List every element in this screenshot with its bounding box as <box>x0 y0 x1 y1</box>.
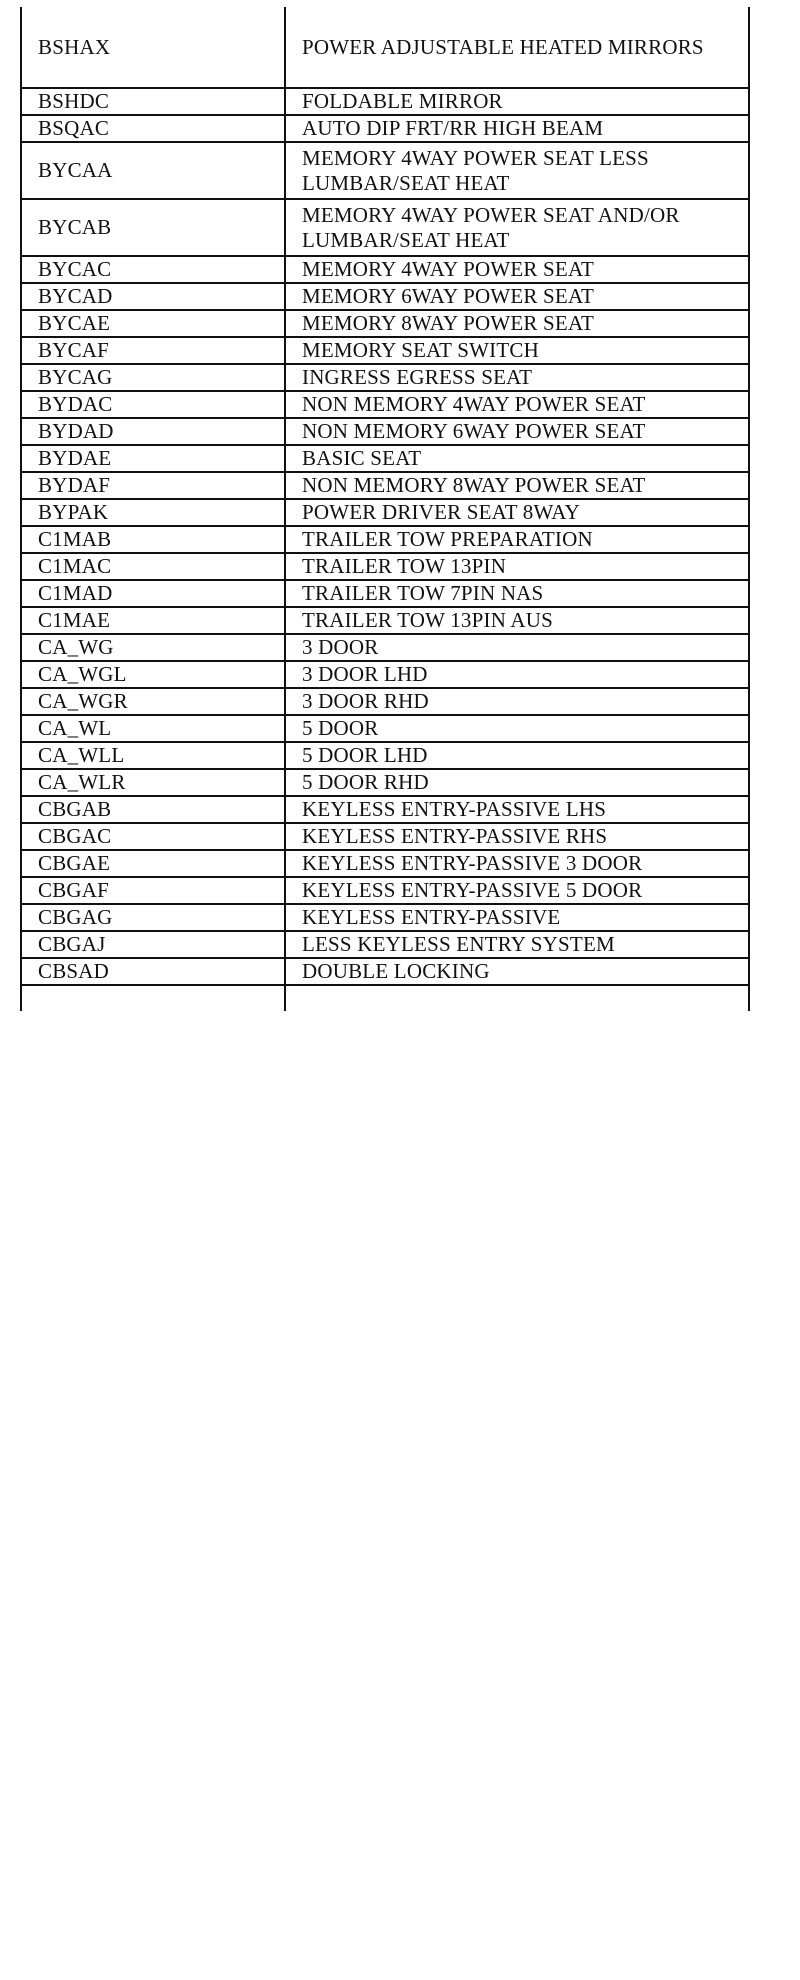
option-code-cell: CA_WGL <box>21 661 285 688</box>
table-row <box>21 391 749 418</box>
option-description-cell: 5 DOOR LHD <box>285 742 749 769</box>
option-code-cell: C1MAB <box>21 526 285 553</box>
option-code-cell: BYPAK <box>21 499 285 526</box>
table-row <box>21 256 749 283</box>
option-code-cell: CBGAE <box>21 850 285 877</box>
option-code-cell: CA_WLL <box>21 742 285 769</box>
table-row <box>21 337 749 364</box>
table-row <box>21 796 749 823</box>
table-row <box>21 115 749 142</box>
option-code-cell: BYCAC <box>21 256 285 283</box>
option-description-cell: 3 DOOR LHD <box>285 661 749 688</box>
table-row <box>21 769 749 796</box>
option-code-cell: BYCAF <box>21 337 285 364</box>
table-row <box>21 607 749 634</box>
table-row <box>21 688 749 715</box>
option-code-cell: BYCAG <box>21 364 285 391</box>
option-code-cell: C1MAE <box>21 607 285 634</box>
table-row <box>21 526 749 553</box>
table-row <box>21 142 749 199</box>
option-code-cell: CBSAD <box>21 958 285 985</box>
table-row <box>21 283 749 310</box>
table-row <box>21 931 749 958</box>
option-description-cell: TRAILER TOW PREPARATION <box>285 526 749 553</box>
option-description-cell: 5 DOOR <box>285 715 749 742</box>
table-row <box>21 199 749 256</box>
option-description-cell: 5 DOOR RHD <box>285 769 749 796</box>
option-description-cell: NON MEMORY 6WAY POWER SEAT <box>285 418 749 445</box>
option-code-cell: BYCAD <box>21 283 285 310</box>
option-code-cell: BSHAX <box>21 7 285 88</box>
option-description-cell <box>285 985 749 1011</box>
option-description-cell: POWER ADJUSTABLE HEATED MIRRORS <box>285 7 749 88</box>
option-description-cell: LESS KEYLESS ENTRY SYSTEM <box>285 931 749 958</box>
option-code-cell: BYDAE <box>21 445 285 472</box>
option-description-cell: NON MEMORY 8WAY POWER SEAT <box>285 472 749 499</box>
option-code-cell: CBGAJ <box>21 931 285 958</box>
option-code-table <box>20 7 750 1011</box>
option-description-cell: MEMORY SEAT SWITCH <box>285 337 749 364</box>
option-description-cell: FOLDABLE MIRROR <box>285 88 749 115</box>
table-row <box>21 364 749 391</box>
option-description-cell: KEYLESS ENTRY-PASSIVE 5 DOOR <box>285 877 749 904</box>
option-code-cell: BYDAC <box>21 391 285 418</box>
table-row <box>21 553 749 580</box>
table-row <box>21 580 749 607</box>
table-row <box>21 445 749 472</box>
option-code-cell: C1MAD <box>21 580 285 607</box>
table-row <box>21 7 749 88</box>
option-description-cell: KEYLESS ENTRY-PASSIVE LHS <box>285 796 749 823</box>
option-description-cell: MEMORY 4WAY POWER SEAT <box>285 256 749 283</box>
option-code-cell: BSHDC <box>21 88 285 115</box>
option-description-cell: DOUBLE LOCKING <box>285 958 749 985</box>
option-description-cell: KEYLESS ENTRY-PASSIVE 3 DOOR <box>285 850 749 877</box>
table-row <box>21 310 749 337</box>
option-code-cell: BYCAA <box>21 142 285 199</box>
option-code-cell: CBGAF <box>21 877 285 904</box>
option-code-cell: CBGAC <box>21 823 285 850</box>
option-code-cell: CA_WLR <box>21 769 285 796</box>
option-description-cell: TRAILER TOW 7PIN NAS <box>285 580 749 607</box>
table-row <box>21 985 749 1011</box>
option-code-cell: BYDAF <box>21 472 285 499</box>
table-row <box>21 634 749 661</box>
option-code-cell: CBGAB <box>21 796 285 823</box>
table-row <box>21 742 749 769</box>
option-description-cell: POWER DRIVER SEAT 8WAY <box>285 499 749 526</box>
table-row <box>21 850 749 877</box>
table-row <box>21 958 749 985</box>
table-row <box>21 472 749 499</box>
option-code-cell: BYDAD <box>21 418 285 445</box>
option-description-cell: MEMORY 6WAY POWER SEAT <box>285 283 749 310</box>
option-description-cell: KEYLESS ENTRY-PASSIVE <box>285 904 749 931</box>
option-code-cell: CBGAG <box>21 904 285 931</box>
option-code-cell <box>21 985 285 1011</box>
option-description-cell: NON MEMORY 4WAY POWER SEAT <box>285 391 749 418</box>
option-description-cell: AUTO DIP FRT/RR HIGH BEAM <box>285 115 749 142</box>
option-description-cell: TRAILER TOW 13PIN AUS <box>285 607 749 634</box>
option-description-cell: INGRESS EGRESS SEAT <box>285 364 749 391</box>
table-row <box>21 877 749 904</box>
table-row <box>21 418 749 445</box>
option-description-cell: 3 DOOR <box>285 634 749 661</box>
option-code-cell: C1MAC <box>21 553 285 580</box>
table-body <box>21 7 749 1011</box>
table-row <box>21 661 749 688</box>
option-code-cell: CA_WG <box>21 634 285 661</box>
option-description-cell: TRAILER TOW 13PIN <box>285 553 749 580</box>
option-description-cell: MEMORY 8WAY POWER SEAT <box>285 310 749 337</box>
option-code-cell: BSQAC <box>21 115 285 142</box>
option-description-cell: KEYLESS ENTRY-PASSIVE RHS <box>285 823 749 850</box>
table-row <box>21 715 749 742</box>
option-description-cell: 3 DOOR RHD <box>285 688 749 715</box>
option-code-cell: BYCAE <box>21 310 285 337</box>
table-row <box>21 823 749 850</box>
option-description-cell: BASIC SEAT <box>285 445 749 472</box>
option-description-cell: MEMORY 4WAY POWER SEAT LESS LUMBAR/SEAT HEAT <box>285 142 749 199</box>
table-row <box>21 904 749 931</box>
option-code-cell: CA_WL <box>21 715 285 742</box>
option-code-cell: CA_WGR <box>21 688 285 715</box>
option-description-cell: MEMORY 4WAY POWER SEAT AND/OR LUMBAR/SEAT HEAT <box>285 199 749 256</box>
table-row <box>21 88 749 115</box>
option-code-cell: BYCAB <box>21 199 285 256</box>
table-row <box>21 499 749 526</box>
